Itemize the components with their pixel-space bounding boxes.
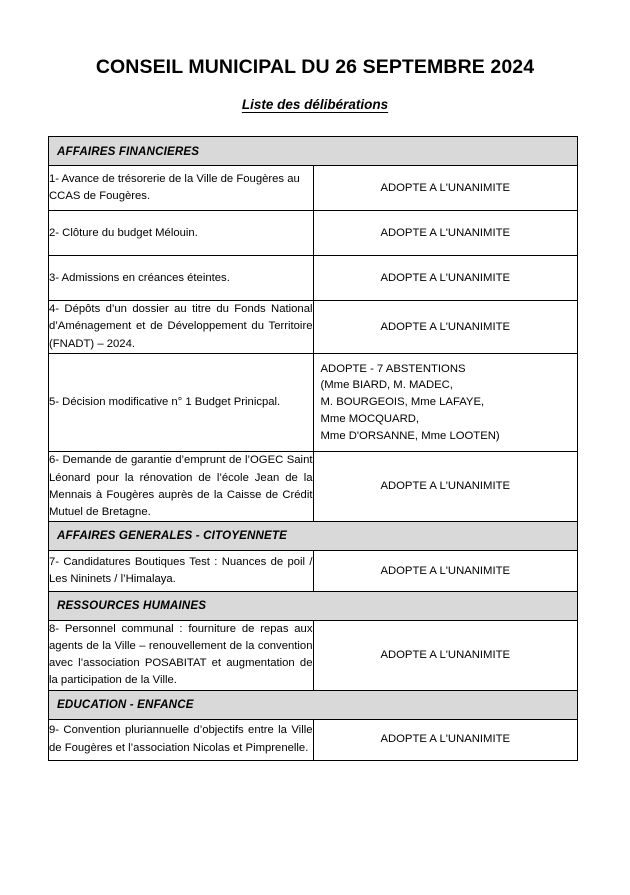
- deliberation-subject: 8- Personnel communal : fourniture de repas aux agents de la Ville – renouvellement de la convention avec l’association POSABITAT et augmentation de la participation de la Ville.: [49, 620, 314, 690]
- deliberation-row: [49, 256, 578, 301]
- section-header-label: RESSOURCES HUMAINES: [49, 591, 578, 620]
- deliberation-result-line: ADOPTE A L'UNANIMITE: [380, 564, 511, 577]
- deliberation-result-line: ADOPTE A L'UNANIMITE: [380, 226, 511, 239]
- section-header-label: AFFAIRES GENERALES - CITOYENNETE: [49, 521, 578, 550]
- deliberation-row: [49, 166, 578, 211]
- deliberation-subject: 7- Candidatures Boutiques Test : Nuances de poil / Les Nininets / l’Himalaya.: [49, 550, 314, 591]
- deliberation-result: [313, 301, 578, 353]
- deliberation-row: [49, 301, 578, 353]
- deliberation-result: [313, 166, 578, 211]
- deliberation-result: [313, 452, 578, 522]
- deliberation-result: [313, 256, 578, 301]
- page-title: CONSEIL MUNICIPAL DU 26 SEPTEMBRE 2024: [95, 56, 535, 78]
- deliberation-row: [49, 550, 578, 591]
- deliberation-result-line: (Mme BIARD, M. MADEC,: [320, 379, 453, 392]
- deliberation-subject: 4- Dépôts d’un dossier au titre du Fonds National d’Aménagement et de Développement du Territoire (FNADT) – 2024.: [49, 301, 314, 353]
- page-subtitle: [0, 78, 630, 113]
- deliberation-result-line: ADOPTE A L'UNANIMITE: [380, 181, 511, 194]
- deliberation-result: [313, 620, 578, 690]
- page-subtitle-text: Liste des délibérations: [241, 97, 389, 113]
- section-header-row: [49, 521, 578, 550]
- deliberation-result: [313, 719, 578, 760]
- deliberation-result-line: ADOPTE A L'UNANIMITE: [380, 480, 511, 493]
- deliberation-result: [313, 211, 578, 256]
- deliberation-row: [49, 620, 578, 690]
- deliberations-table: [48, 136, 578, 760]
- deliberation-subject: 1- Avance de trésorerie de la Ville de Fougères au CCAS de Fougères.: [49, 166, 314, 211]
- deliberation-subject: 2- Clôture du budget Mélouin.: [49, 211, 314, 256]
- deliberation-row: [49, 353, 578, 452]
- section-header-row: [49, 591, 578, 620]
- deliberation-result-line: ADOPTE A L'UNANIMITE: [380, 320, 511, 333]
- deliberation-result-line: ADOPTE A L'UNANIMITE: [380, 271, 511, 284]
- deliberation-result-line: M. BOURGEOIS, Mme LAFAYE,: [320, 396, 485, 409]
- deliberation-result-line: Mme MOCQUARD,: [320, 412, 420, 425]
- section-header-row: [49, 137, 578, 166]
- deliberation-row: [49, 452, 578, 522]
- deliberation-subject: 6- Demande de garantie d’emprunt de l’OGEC Saint Léonard pour la rénovation de l’école Jean de la Mennais à Fougères auprès de la Caisse de Crédit Mutuel de Bretagne.: [49, 452, 314, 522]
- deliberation-subject: 9- Convention pluriannuelle d’objectifs entre la Ville de Fougères et l’association Nicolas et Pimprenelle.: [49, 719, 314, 760]
- deliberation-row: [49, 211, 578, 256]
- deliberation-result: [313, 550, 578, 591]
- section-header-label: EDUCATION - ENFANCE: [49, 690, 578, 719]
- deliberation-result-line: Mme D'ORSANNE, Mme LOOTEN): [320, 429, 500, 442]
- deliberation-result-line: ADOPTE - 7 ABSTENTIONS: [320, 362, 466, 375]
- section-header-label: AFFAIRES FINANCIERES: [49, 137, 578, 166]
- deliberation-subject: 5- Décision modificative n° 1 Budget Prinicpal.: [49, 353, 314, 452]
- deliberation-subject: 3- Admissions en créances éteintes.: [49, 256, 314, 301]
- section-header-row: [49, 690, 578, 719]
- deliberations-table-container: [0, 113, 630, 760]
- deliberation-result-line: ADOPTE A L'UNANIMITE: [380, 733, 511, 746]
- deliberation-result: [313, 353, 578, 452]
- deliberation-result-line: ADOPTE A L'UNANIMITE: [380, 648, 511, 661]
- deliberation-row: [49, 719, 578, 760]
